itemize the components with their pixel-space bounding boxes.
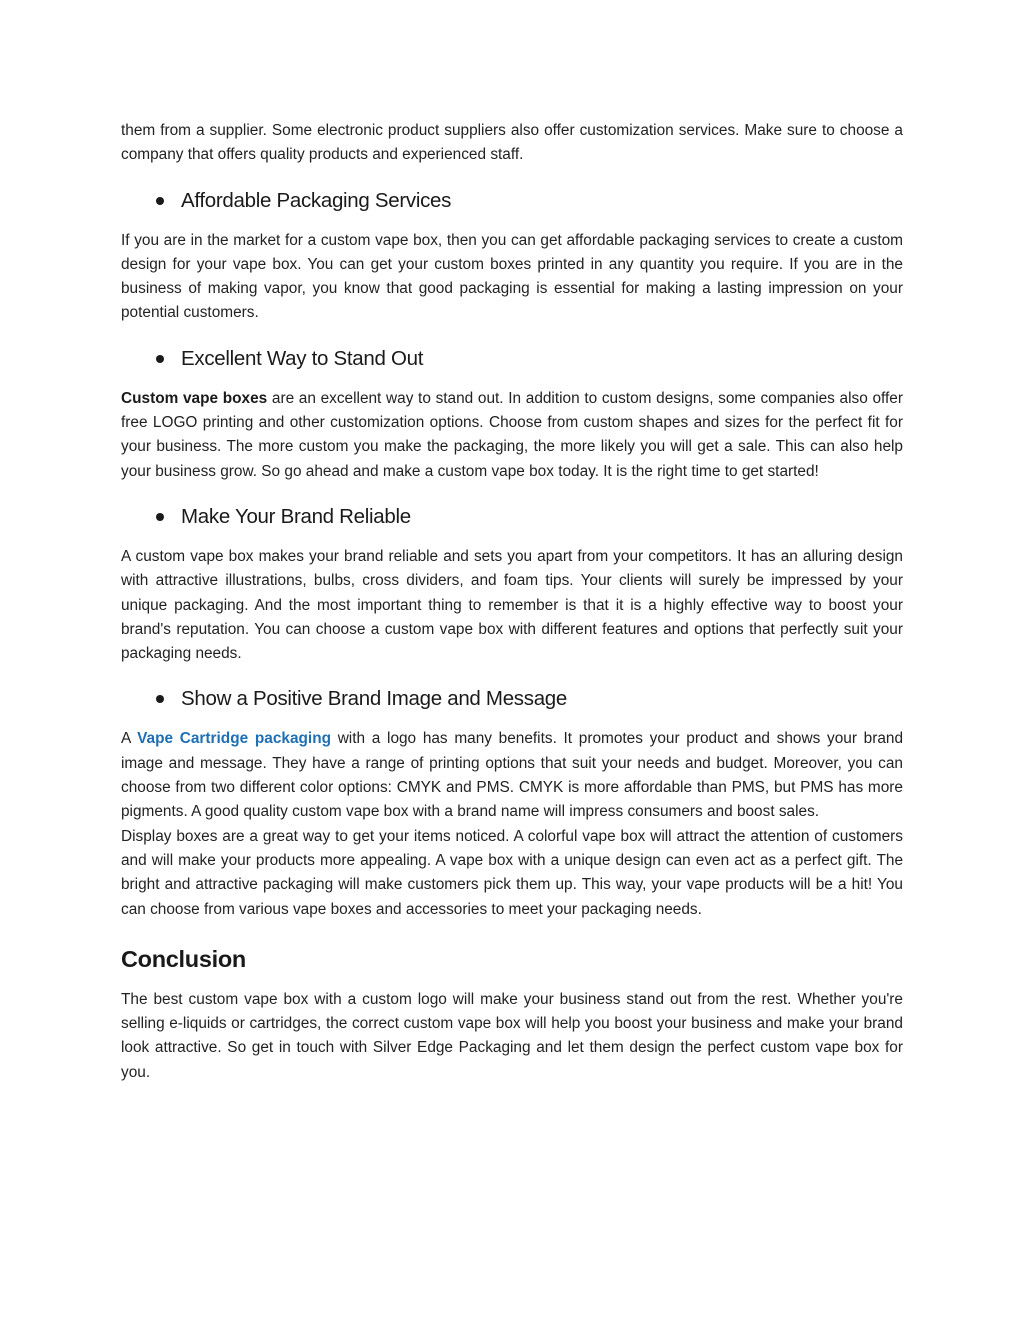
bullet-icon bbox=[156, 695, 164, 703]
section-heading-brand-image bbox=[121, 685, 903, 713]
intro-paragraph: them from a supplier. Some electronic product suppliers also offer customization services. Make sure to choose a company that offers quality products and experienced staff. bbox=[121, 122, 903, 164]
paragraph-prefix: A bbox=[121, 730, 138, 748]
bullet-icon bbox=[156, 355, 164, 363]
section-heading-text: Show a Positive Brand Image and Message bbox=[181, 687, 567, 711]
bullet-icon bbox=[156, 513, 164, 521]
section-paragraph-affordable-packaging: If you are in the market for a custom vape box, then you can get affordable packaging services to create a custom design for your vape box. You can get your custom boxes printed in any quantity you require. If you are in the business of making vapor, you know that good packaging is essential for making a lasting impression on your potential customers. bbox=[121, 231, 903, 322]
conclusion-heading: Conclusion bbox=[121, 945, 246, 972]
section-heading-text: Affordable Packaging Services bbox=[181, 188, 452, 212]
paragraph-text: with a logo has many benefits. It promotes your product and shows your brand image and message. They have a range of printing options that suit your needs and budget. Moreover, you can choose from two different color options: CMYK and PMS. CMYK is more affordable than PMS, but PMS has more pigments. A good quality custom vape box with a brand name will impress consumers and boost sales. bbox=[121, 730, 904, 821]
conclusion-paragraph: The best custom vape box with a custom logo will make your business stand out from the rest. Whether you're selling e-liquids or cartridges, the correct custom vape box will help you boost your business and make your brand look attractive. So get in touch with Silver Edge Packaging and let them design the perfect custom vape box for you. bbox=[121, 990, 903, 1081]
section-heading-brand-reliable bbox=[121, 503, 903, 531]
paragraph-text: are an excellent way to stand out. In addition to custom designs, some companies also offer free LOGO printing and other customization options. Choose from custom shapes and sizes for the perfect fit for your business. The more custom you make the packaging, the more likely you will get a sale. This can also help your business grow. So go ahead and make a custom vape box today. It is the right time to get started! bbox=[121, 389, 903, 480]
section-paragraph-brand-image bbox=[121, 727, 903, 824]
document-page bbox=[121, 119, 903, 1085]
section-paragraph-brand-reliable: A custom vape box makes your brand reliable and sets you apart from your competitors. It has an alluring design with attractive illustrations, bulbs, cross dividers, and foam tips. Your clients will surely be impressed by your unique packaging. And the most important thing to remember is that it is a highly effective way to boost your brand's reputation. You can choose a custom vape box with different features and options that perfectly suit your packaging needs. bbox=[121, 547, 903, 663]
section-paragraph-display-boxes: Display boxes are a great way to get your items noticed. A colorful vape box will attract the attention of customers and will make your products more appealing. A vape box with a unique design can even act as a perfect gift. The bright and attractive packaging will make customers pick them up. This way, your vape products will be a hit! You can choose from various vape boxes and accessories to meet your packaging needs. bbox=[121, 827, 903, 918]
section-heading-text: Excellent Way to Stand Out bbox=[181, 346, 424, 370]
section-heading-text: Make Your Brand Reliable bbox=[181, 504, 411, 528]
vape-cartridge-packaging-link[interactable]: Vape Cartridge packaging bbox=[137, 730, 331, 748]
section-heading-affordable-packaging bbox=[121, 187, 903, 215]
section-heading-excellent-way bbox=[121, 345, 903, 373]
section-paragraph-excellent-way bbox=[121, 387, 903, 484]
bold-phrase: Custom vape boxes bbox=[121, 389, 268, 407]
bullet-icon bbox=[156, 197, 164, 205]
